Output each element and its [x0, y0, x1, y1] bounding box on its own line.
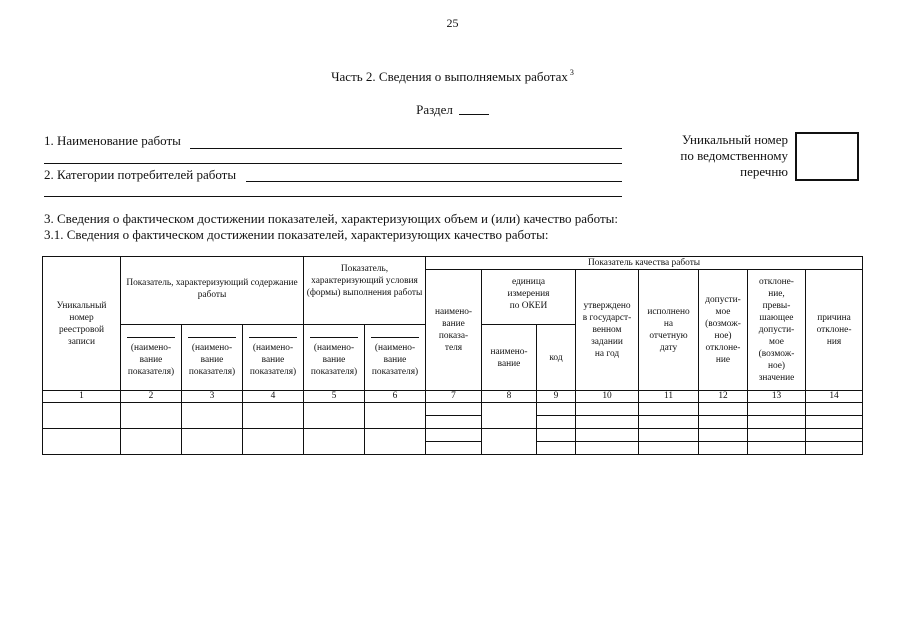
header-conditions-sub-2: (наимено- вание показателя) [365, 325, 426, 391]
table-cell[interactable] [639, 442, 699, 455]
unique-number-line1: Уникальный номер [682, 132, 788, 147]
table-cell[interactable] [426, 429, 482, 442]
table-cell[interactable] [537, 403, 576, 416]
column-number: 13 [748, 391, 806, 403]
header-content-sub-3: (наимено- вание показателя) [243, 325, 304, 391]
part-title-text: Часть 2. Сведения о выполняемых работах [331, 69, 568, 84]
section-label: Раздел [416, 102, 453, 117]
table-cell[interactable] [537, 442, 576, 455]
table-cell[interactable] [576, 429, 639, 442]
column-number: 5 [304, 391, 365, 403]
header-content-sub-2: (наимено- вание показателя) [182, 325, 243, 391]
table-cell[interactable] [365, 403, 426, 429]
consumer-categories-line[interactable] [246, 181, 622, 182]
column-number: 14 [806, 391, 863, 403]
header-conditions-indicator: Показатель, характеризующий условия (формы) выполнения работы [304, 257, 426, 325]
table-cell[interactable] [43, 403, 121, 429]
column-number: 11 [639, 391, 699, 403]
table-cell[interactable] [182, 403, 243, 429]
table-cell[interactable] [365, 429, 426, 455]
table-cell[interactable] [639, 403, 699, 416]
header-unit-code: код [537, 325, 576, 391]
header-executed: исполнено на отчетную дату [639, 270, 699, 391]
column-numbers-row [43, 391, 863, 403]
header-approved: утверждено в государст- венном задании на год [576, 270, 639, 391]
table-cell[interactable] [639, 416, 699, 429]
work-name-line-2[interactable] [44, 163, 622, 164]
table-cell[interactable] [748, 416, 806, 429]
unique-number-line3: перечню [740, 164, 788, 179]
work-name-label: 1. Наименование работы [44, 133, 181, 148]
table-row [43, 429, 863, 442]
consumer-categories-label: 2. Категории потребителей работы [44, 167, 237, 182]
table-cell[interactable] [304, 429, 365, 455]
table-cell[interactable] [806, 442, 863, 455]
quality-indicators-table [42, 256, 863, 455]
table-row [43, 403, 863, 416]
part-title [0, 68, 905, 85]
header-unit-okei: единица измерения по ОКЕИ [482, 270, 576, 325]
column-number: 8 [482, 391, 537, 403]
column-number: 1 [43, 391, 121, 403]
table-cell[interactable] [576, 403, 639, 416]
column-number: 2 [121, 391, 182, 403]
header-content-indicator: Показатель, характеризующий содержание работы [121, 257, 304, 325]
header-quality-indicator: Показатель качества работы [426, 257, 863, 270]
table-cell[interactable] [748, 442, 806, 455]
header-deviation-reason: причина отклоне- ния [806, 270, 863, 391]
table-cell[interactable] [243, 429, 304, 455]
header-registry-number: Уникальный номер реестровой записи [43, 257, 121, 391]
table-cell[interactable] [639, 429, 699, 442]
column-number: 4 [243, 391, 304, 403]
table-cell[interactable] [537, 416, 576, 429]
table-cell[interactable] [576, 416, 639, 429]
unique-number-box[interactable] [795, 132, 859, 181]
table-cell[interactable] [537, 429, 576, 442]
table-cell[interactable] [182, 429, 243, 455]
table-cell[interactable] [482, 429, 537, 455]
table-cell[interactable] [121, 403, 182, 429]
header-indicator-name: наимено- вание показа- теля [426, 270, 482, 391]
header-content-sub-1: (наимено- вание показателя) [121, 325, 182, 391]
table-cell[interactable] [806, 416, 863, 429]
section-line [0, 102, 905, 118]
consumer-categories-line-2[interactable] [44, 196, 622, 197]
column-number: 10 [576, 391, 639, 403]
work-name-line[interactable] [190, 148, 622, 149]
section-number-blank[interactable] [459, 103, 489, 115]
page-number: 25 [446, 16, 459, 30]
header-unit-name: наимено- вание [482, 325, 537, 391]
table-cell[interactable] [43, 429, 121, 455]
part-title-footnote: 3 [569, 68, 574, 77]
column-number: 6 [365, 391, 426, 403]
unique-number-label [640, 132, 788, 180]
table-cell[interactable] [699, 416, 748, 429]
table-cell[interactable] [699, 442, 748, 455]
table-cell[interactable] [482, 403, 537, 429]
column-number: 9 [537, 391, 576, 403]
column-number: 3 [182, 391, 243, 403]
table-cell[interactable] [748, 429, 806, 442]
table-cell[interactable] [699, 403, 748, 416]
table-cell[interactable] [426, 403, 482, 416]
table-cell[interactable] [699, 429, 748, 442]
table-cell[interactable] [304, 403, 365, 429]
table-cell[interactable] [426, 416, 482, 429]
table-cell[interactable] [121, 429, 182, 455]
table-cell[interactable] [806, 429, 863, 442]
table-cell[interactable] [806, 403, 863, 416]
table-cell[interactable] [576, 442, 639, 455]
header-conditions-sub-1: (наимено- вание показателя) [304, 325, 365, 391]
section31-title: 3.1. Сведения о фактическом достижении показателей, характеризующих качество работы: [44, 227, 549, 242]
header-allowed-deviation: допусти- мое (возмож- ное) отклоне- ние [699, 270, 748, 391]
section3-title: 3. Сведения о фактическом достижении показателей, характеризующих объем и (или) качество работы: [44, 211, 618, 226]
column-number: 7 [426, 391, 482, 403]
table-cell[interactable] [426, 442, 482, 455]
table-cell[interactable] [748, 403, 806, 416]
unique-number-line2: по ведомственному [680, 148, 788, 163]
header-exceeding-deviation: отклоне- ние, превы- шающее допусти- мое (возмож- ное) значение [748, 270, 806, 391]
column-number: 12 [699, 391, 748, 403]
table-cell[interactable] [243, 403, 304, 429]
